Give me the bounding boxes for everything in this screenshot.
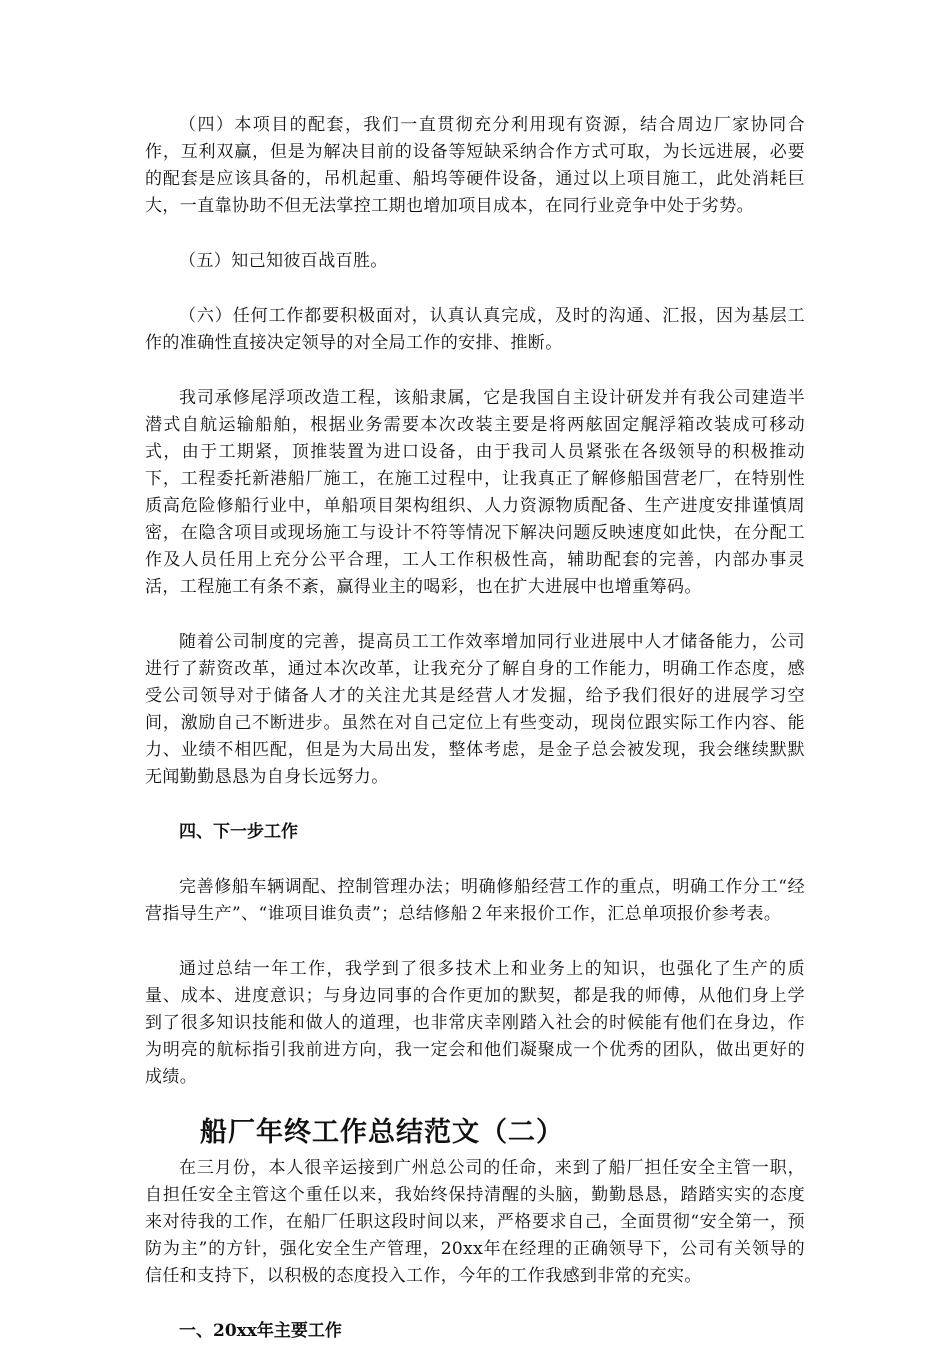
paragraph-salary-reform: 随着公司制度的完善，提高员工工作效率增加同行业进展中人才储备能力，公司进行了薪资改革，通过本次改革，让我充分了解自身的工作能力，明确工作态度，感受公司领导对于储备人才的关注尤其是经营人才发掘，给予我们很好的进展学习空间，激励自己不断进步。虽然在对自己定位上有些变动，现岗位跟实际工作内容、能力、业绩不相匹配，但是为大局出发，整体考虑，是金子总会被发现，我会继续默默无闻勤勤恳恳为自身长远努力。 — [145, 632, 805, 787]
paragraph-item-4: （四）本项目的配套，我们一直贯彻充分利用现有资源，结合周边厂家协同合作，互利双赢，但是为解决目前的设备等短缺采纳合作方式可取，为长远进展，必要的配套是应该具备的，吊机起重、船坞等硬件设备，通过以上项目施工，此处消耗巨大，一直靠协助不但无法掌控工期也增加项目成本，在同行业竞争中处于劣势。 — [145, 115, 805, 216]
paragraph-summary: 通过总结一年工作，我学到了很多技术上和业务上的知识，也强化了生产的质量、成本、进度意识；与身边同事的合作更加的默契，都是我的师傅，从他们身上学到了很多知识技能和做人的道理，也非常庆幸刚踏入社会的时候能有他们在身边，作为明亮的航标指引我前进方向，我一定会和他们凝聚成一个优秀的团队，做出更好的成绩。 — [145, 959, 805, 1087]
paragraph-gap — [145, 1290, 805, 1318]
paragraph-gap — [145, 791, 805, 819]
paragraph-project-experience: 我司承修尾浮项改造工程，该船隶属，它是我国自主设计研发并有我公司建造半潜式自航运输船舶，根据业务需要本次改装主要是将两舷固定艉浮箱改装成可移动式，由于工期紧，顶推装置为进口设备，由于我司人员紧张在各级领导的积极推动下，工程委托新港船厂施工，在施工过程中，让我真正了解修船国营老厂，在特别性质高危险修船行业中，单船项目架构组织、人力资源物质配备、生产进度安排谨慎周密，在隐含项目或现场施工与设计不符等情况下解决问题反映速度如此快，在分配工作及人员任用上充分公平合理，工人工作积极性高，辅助配套的完善，内部办事灵活，工程施工有条不紊，赢得业主的喝彩，也在扩大进展中也增重筹码。 — [145, 388, 805, 597]
paragraph-gap — [145, 357, 805, 385]
document-page — [145, 112, 805, 1345]
paragraph-item-6: （六）任何工作都要积极面对，认真认真完成，及时的沟通、汇报，因为基层工作的准确性直接决定领导的对全局工作的安排、推断。 — [145, 306, 805, 353]
paragraph-gap — [145, 846, 805, 874]
paragraph-gap — [145, 220, 805, 248]
paragraph-intro: 在三月份，本人很辛运接到广州总公司的任命，来到了船厂担任安全主管一职，自担任安全主管这个重任以来，我始终保持清醒的头脑，勤勤恳恳，踏踏实实的态度来对待我的工作，在船厂任职这段时间以来，严格要求自己，全面贯彻“安全第一，预防为主”的方针，强化安全生产管理，20xx年在经理的正确领导下，公司有关领导的信任和支持下，以积极的态度投入工作，今年的工作我感到非常的充实。 — [145, 1158, 805, 1286]
section-heading-next-steps: 四、下一步工作 — [179, 822, 298, 842]
paragraph-gap — [145, 601, 805, 629]
section-heading-main-work: 一、20xx年主要工作 — [179, 1321, 342, 1341]
paragraph-item-5: （五）知己知彼百战百胜。 — [179, 251, 388, 271]
paragraph-next-steps: 完善修船车辆调配、控制管理办法；明确修船经营工作的重点，明确工作分工“经营指导生产”、“谁项目谁负责”；总结修船２年来报价工作，汇总单项报价参考表。 — [145, 877, 805, 924]
paragraph-gap — [145, 275, 805, 303]
paragraph-gap — [145, 928, 805, 956]
title-gap — [145, 1091, 805, 1113]
article-title: 船厂年终工作总结范文（二） — [200, 1117, 564, 1148]
